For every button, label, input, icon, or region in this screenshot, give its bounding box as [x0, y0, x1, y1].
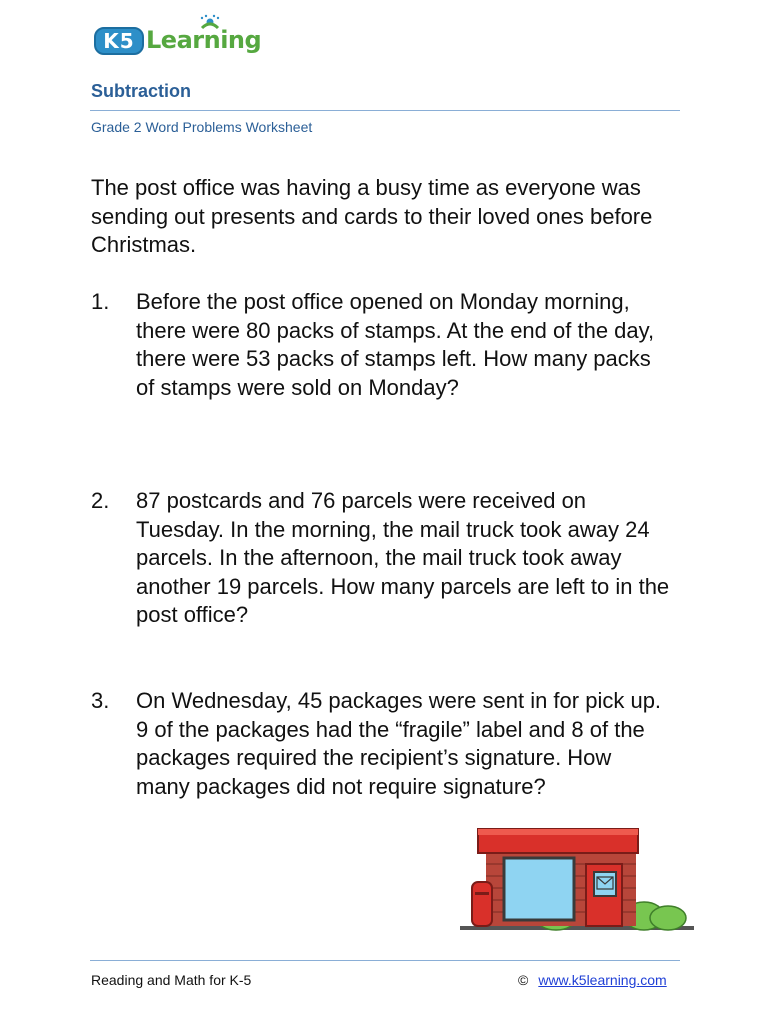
problem-text: On Wednesday, 45 packages were sent in for pick up. 9 of the packages had the “fragile” label and 8 of the packages required the recipient’s signature. How many packages did not require signature?: [136, 688, 662, 799]
worksheet-title: Subtraction: [91, 81, 192, 101]
website-link[interactable]: www.k5learning.com: [538, 972, 667, 988]
problem-text: Before the post office opened on Monday morning, there were 80 packs of stamps. At the end of the day, there were 53 packs of stamps left. How many packs of stamps were sold on Monday?: [136, 289, 655, 400]
worksheet-subtitle: Grade 2 Word Problems Worksheet: [91, 119, 313, 135]
footer-tagline: Reading and Math for K-5: [91, 972, 252, 988]
header-divider: [90, 110, 680, 111]
footer-copyright: [518, 972, 667, 988]
post-office-illustration: [458, 826, 698, 934]
logo-badge: K5: [94, 27, 144, 55]
logo-figure-icon: [194, 14, 224, 36]
problem-number: 2.: [91, 488, 110, 513]
k5-learning-logo: [94, 14, 262, 60]
footer-divider: [90, 960, 680, 961]
problem-number: 1.: [91, 289, 110, 314]
problem-number: 3.: [91, 688, 110, 713]
copyright-symbol: ©: [518, 972, 529, 988]
intro-paragraph: The post office was having a busy time as everyone was sending out presents and cards to their loved ones before Christmas.: [91, 175, 653, 257]
logo-word: Learning: [146, 26, 262, 54]
problem-text: 87 postcards and 76 parcels were received on Tuesday. In the morning, the mail truck took away 24 parcels. In the afternoon, the mail truck took away another 19 parcels. How many parcels are left to in the post office?: [136, 488, 670, 627]
